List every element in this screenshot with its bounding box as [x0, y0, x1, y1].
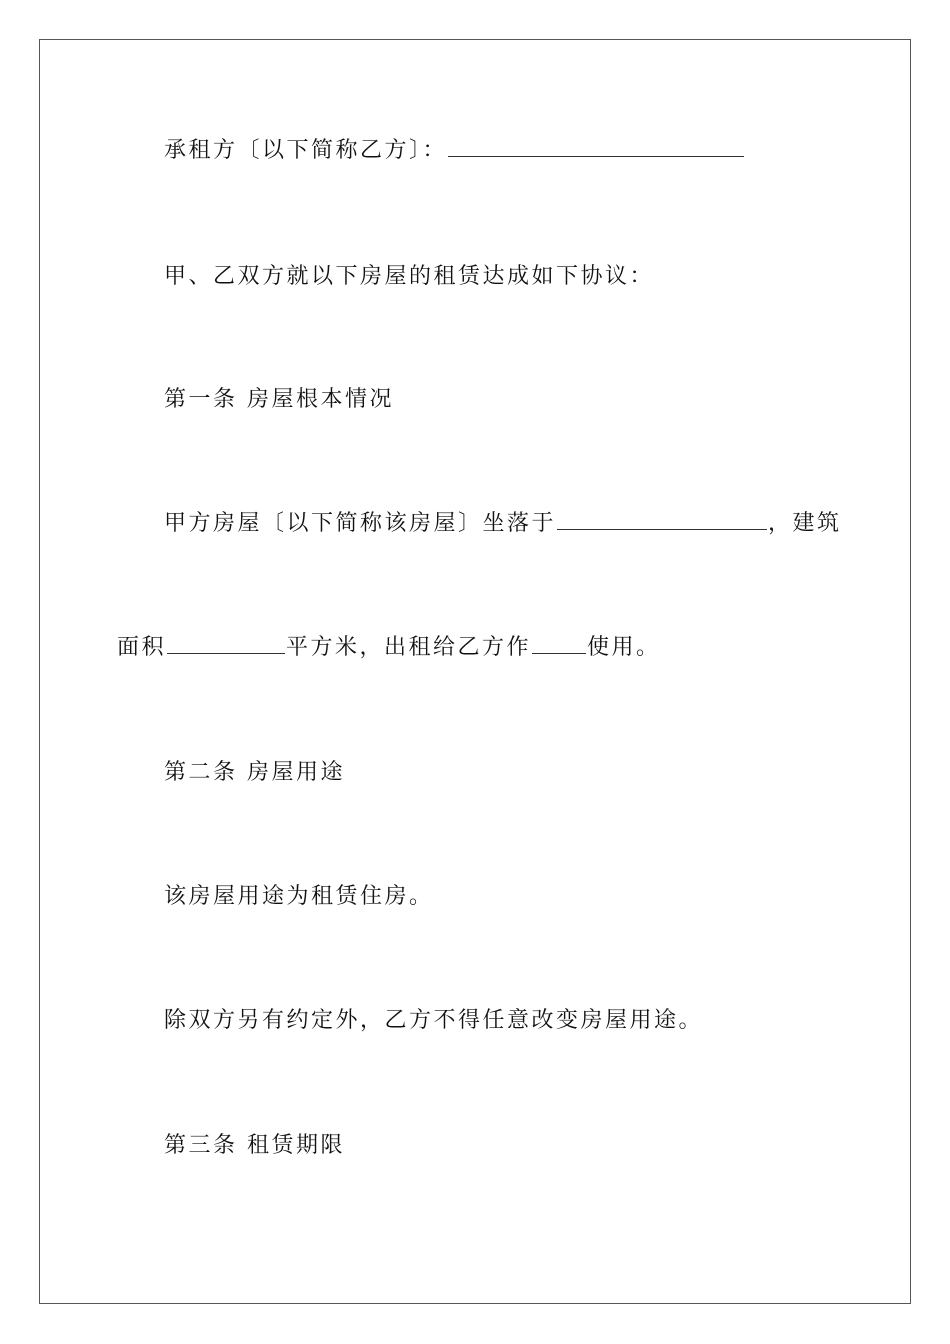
article1-text-e: 使用。	[587, 635, 661, 660]
article3-title: 第三条 租赁期限	[164, 1133, 345, 1158]
article1-text-b: ，建筑	[768, 511, 842, 536]
lessee-label: 承租方〔以下简称乙方〕：	[164, 138, 448, 163]
article1-text-a: 甲方房屋〔以下简称该房屋〕坐落于	[164, 511, 557, 536]
lessee-line	[164, 136, 745, 166]
article1-text-c: 面积	[117, 635, 167, 660]
article2-title: 第二条 房屋用途	[164, 760, 345, 785]
usage-blank[interactable]	[532, 633, 586, 654]
area-blank[interactable]	[167, 633, 285, 654]
location-blank[interactable]	[557, 509, 767, 530]
article2-text2: 除双方另有约定外，乙方不得任意改变房屋用途。	[164, 1008, 704, 1033]
lessee-blank[interactable]	[448, 136, 744, 157]
article2-text1: 该房屋用途为租赁住房。	[164, 884, 434, 909]
article1-title: 第一条 房屋根本情况	[164, 387, 394, 412]
article1-text-d: 平方米，出租给乙方作	[286, 635, 532, 660]
article1-line1	[164, 509, 842, 539]
agreement-intro: 甲、乙双方就以下房屋的租赁达成如下协议：	[164, 264, 655, 289]
page-frame	[39, 39, 911, 1304]
article1-line2	[117, 633, 661, 663]
